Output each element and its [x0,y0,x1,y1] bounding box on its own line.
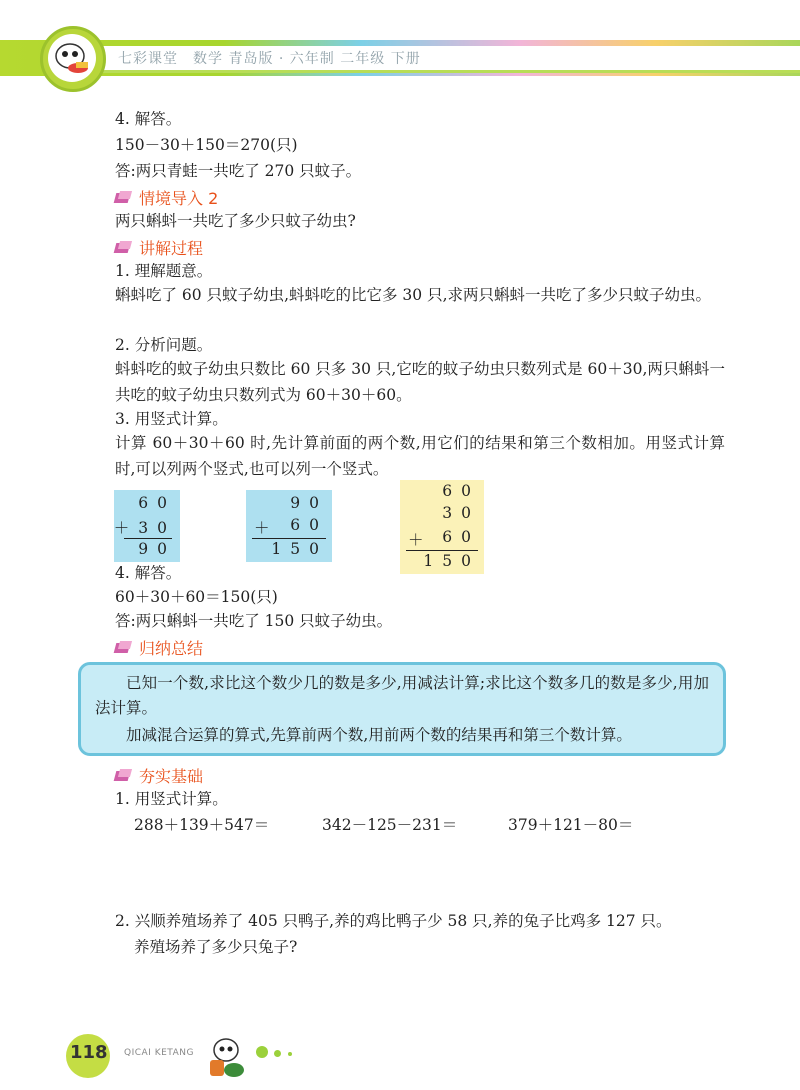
vertical-calc-2 [246,490,332,562]
book-icon [115,769,133,783]
scene2-question: 两只蝌蚪一共吃了多少只蚊子幼虫? [115,212,356,230]
section-explain [115,236,203,259]
calc2-result: 150 [271,540,328,558]
footer-brand: QICAI KETANG [124,1048,194,1058]
equation: 150－30＋150＝270(只) [115,136,298,154]
page-number: 118 [70,1042,108,1063]
summary-p1: 已知一个数,求比这个数少几的数是多少,用减法计算;求比这个数多几的数是多少,用加法计算。 [95,674,709,717]
calc2-row2: 60 [290,516,328,534]
calc2-op: ＋ [254,519,279,537]
calc2-rule [252,538,326,539]
step4b-equation: 60＋30＋60＝150(只) [115,588,278,606]
section-title: 情境导入 2 [139,189,219,208]
vertical-calc-3 [400,480,484,574]
section-title: 归纳总结 [139,639,204,658]
step1-title: 1. 理解题意。 [115,262,213,280]
step1-text: 蝌蚪吃了 60 只蚊子幼虫,蚪蚪吃的比它多 30 只,求两只蝌蚪一共吃了多少只蚊子幼虫。 [115,286,712,304]
book-icon [115,641,133,655]
calc1-result: 90 [138,540,176,558]
calc1-row1: 60 [138,494,176,512]
section-basics [115,764,203,787]
book-icon [115,191,133,205]
exercise2-line2: 养殖场养了多少只兔子? [134,938,298,956]
vertical-calc-1 [114,490,180,562]
calc3-result: 150 [423,552,480,570]
step2-text: 蚪蚪吃的蚊子幼虫只数比 60 只多 30 只,它吃的蚊子幼虫只数列式是 60＋30,两只蝌蚪一共吃的蚊子幼虫只数列式为 60＋30＋60。 [115,360,725,404]
section-title: 讲解过程 [139,239,204,258]
exercise2-line1: 2. 兴顺养殖场养了 405 只鸭子,养的鸡比鸭子少 58 只,养的兔子比鸡多 127 只。 [115,912,672,930]
calc1-rule [124,538,172,539]
section-scene2 [115,186,218,209]
calc1-row2: ＋30 [113,519,176,537]
decor-dot [288,1052,292,1056]
exercise1-item: 342－125－231＝ [322,816,458,834]
section-summary [115,636,203,659]
step4-title: 4. 解答。 [115,110,182,128]
decor-dot [256,1046,268,1058]
step2-title: 2. 分析问题。 [115,336,213,354]
summary-box [78,662,726,756]
calc3-op: ＋ [408,531,433,549]
calc3-rule [406,550,478,551]
exercise1-title: 1. 用竖式计算。 [115,790,228,808]
exercise1-item: 288＋139＋547＝ [134,816,270,834]
decor-dot [274,1050,281,1057]
summary-p2: 加减混合运算的算式,先算前两个数,用前两个数的结果再和第三个数计算。 [126,726,632,744]
step3-text: 计算 60＋30＋60 时,先计算前面的两个数,用它们的结果和第三个数相加。用竖式计算时,可以列两个竖式,也可以列一个竖式。 [115,434,725,478]
book-icon [115,241,133,255]
exercise1-item: 379＋121－80＝ [508,816,634,834]
step4b-answer: 答:两只蝌蚪一共吃了 150 只蚊子幼虫。 [115,612,393,630]
section-title: 夯实基础 [139,767,204,786]
step4b-title: 4. 解答。 [115,564,182,582]
header-title: 七彩课堂 数学 青岛版 · 六年制 二年级 下册 [118,51,421,67]
footer-mascot-icon [202,1030,250,1080]
step3-title: 3. 用竖式计算。 [115,410,228,428]
calc3-row3: 60 [442,528,480,546]
calc2-row1: 90 [290,494,328,512]
answer: 答:两只青蛙一共吃了 270 只蚊子。 [115,162,362,180]
calc3-row1: 60 [442,482,480,500]
calc3-row2: 30 [442,504,480,522]
mascot-icon [48,34,96,82]
